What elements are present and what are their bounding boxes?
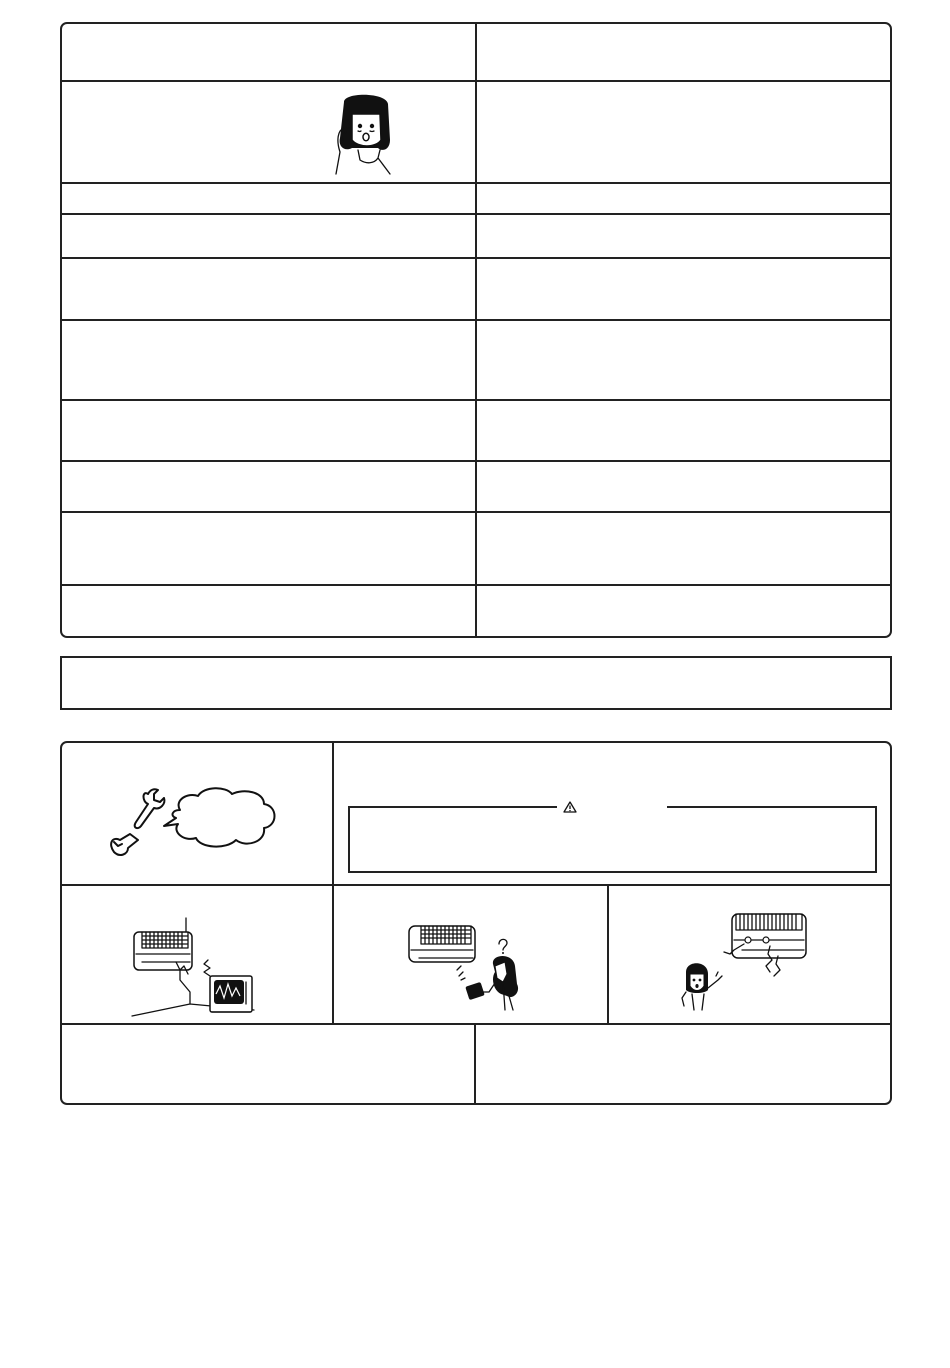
table-cell-problem <box>62 401 474 460</box>
table-cell-problem <box>62 513 474 584</box>
table-cell-problem <box>62 184 474 213</box>
air-conditioner-icon <box>134 932 192 970</box>
service-bottom-divider <box>474 1024 476 1104</box>
television-icon <box>210 976 252 1012</box>
speech-bubble-text <box>180 800 270 830</box>
warning-title-gap <box>557 800 667 814</box>
table-cell-remedy <box>478 462 890 511</box>
table-column-divider <box>475 23 477 637</box>
notice-text <box>62 658 890 708</box>
illustration-caption <box>611 888 889 912</box>
service-top-divider <box>332 742 334 1024</box>
service-illustration-divider <box>607 885 609 1024</box>
table-cell-remedy <box>478 586 890 636</box>
ac-noise-illustration <box>674 910 814 1014</box>
warning-text <box>350 818 875 872</box>
table-cell-problem <box>62 321 474 399</box>
table-cell-problem <box>62 215 474 257</box>
service-bottom-right-text <box>477 1026 889 1102</box>
table-cell-problem <box>62 462 474 511</box>
table-cell-problem <box>62 259 474 319</box>
table-cell-remedy <box>478 184 890 213</box>
table-cell-problem <box>62 82 322 182</box>
table-cell-problem <box>62 24 474 80</box>
remote-control-icon <box>465 982 485 1000</box>
service-intro-text <box>336 744 888 800</box>
service-bottom-left-text <box>62 1026 472 1102</box>
illustration-caption <box>336 888 604 912</box>
table-cell-problem <box>62 586 474 636</box>
service-row-divider <box>61 1023 891 1025</box>
table-cell-remedy <box>478 513 890 584</box>
ac-near-tv-illustration <box>128 918 268 1018</box>
warning-box <box>348 806 877 873</box>
table-cell-remedy <box>478 82 890 182</box>
remote-confusion-illustration <box>405 916 535 1016</box>
notice-box <box>60 656 892 710</box>
wrench-icon <box>135 789 165 828</box>
table-cell-remedy <box>478 321 890 399</box>
girl-listening-illustration <box>330 92 400 178</box>
service-row-divider <box>61 884 891 886</box>
illustration-caption <box>64 888 330 912</box>
table-cell-remedy <box>478 259 890 319</box>
air-conditioner-icon <box>409 926 475 962</box>
wrench-icon <box>111 834 138 855</box>
warning-triangle-icon <box>563 801 577 813</box>
table-cell-remedy <box>478 215 890 257</box>
table-cell-remedy <box>478 401 890 460</box>
question-mark-icon <box>499 939 507 954</box>
table-cell-remedy <box>478 24 890 80</box>
